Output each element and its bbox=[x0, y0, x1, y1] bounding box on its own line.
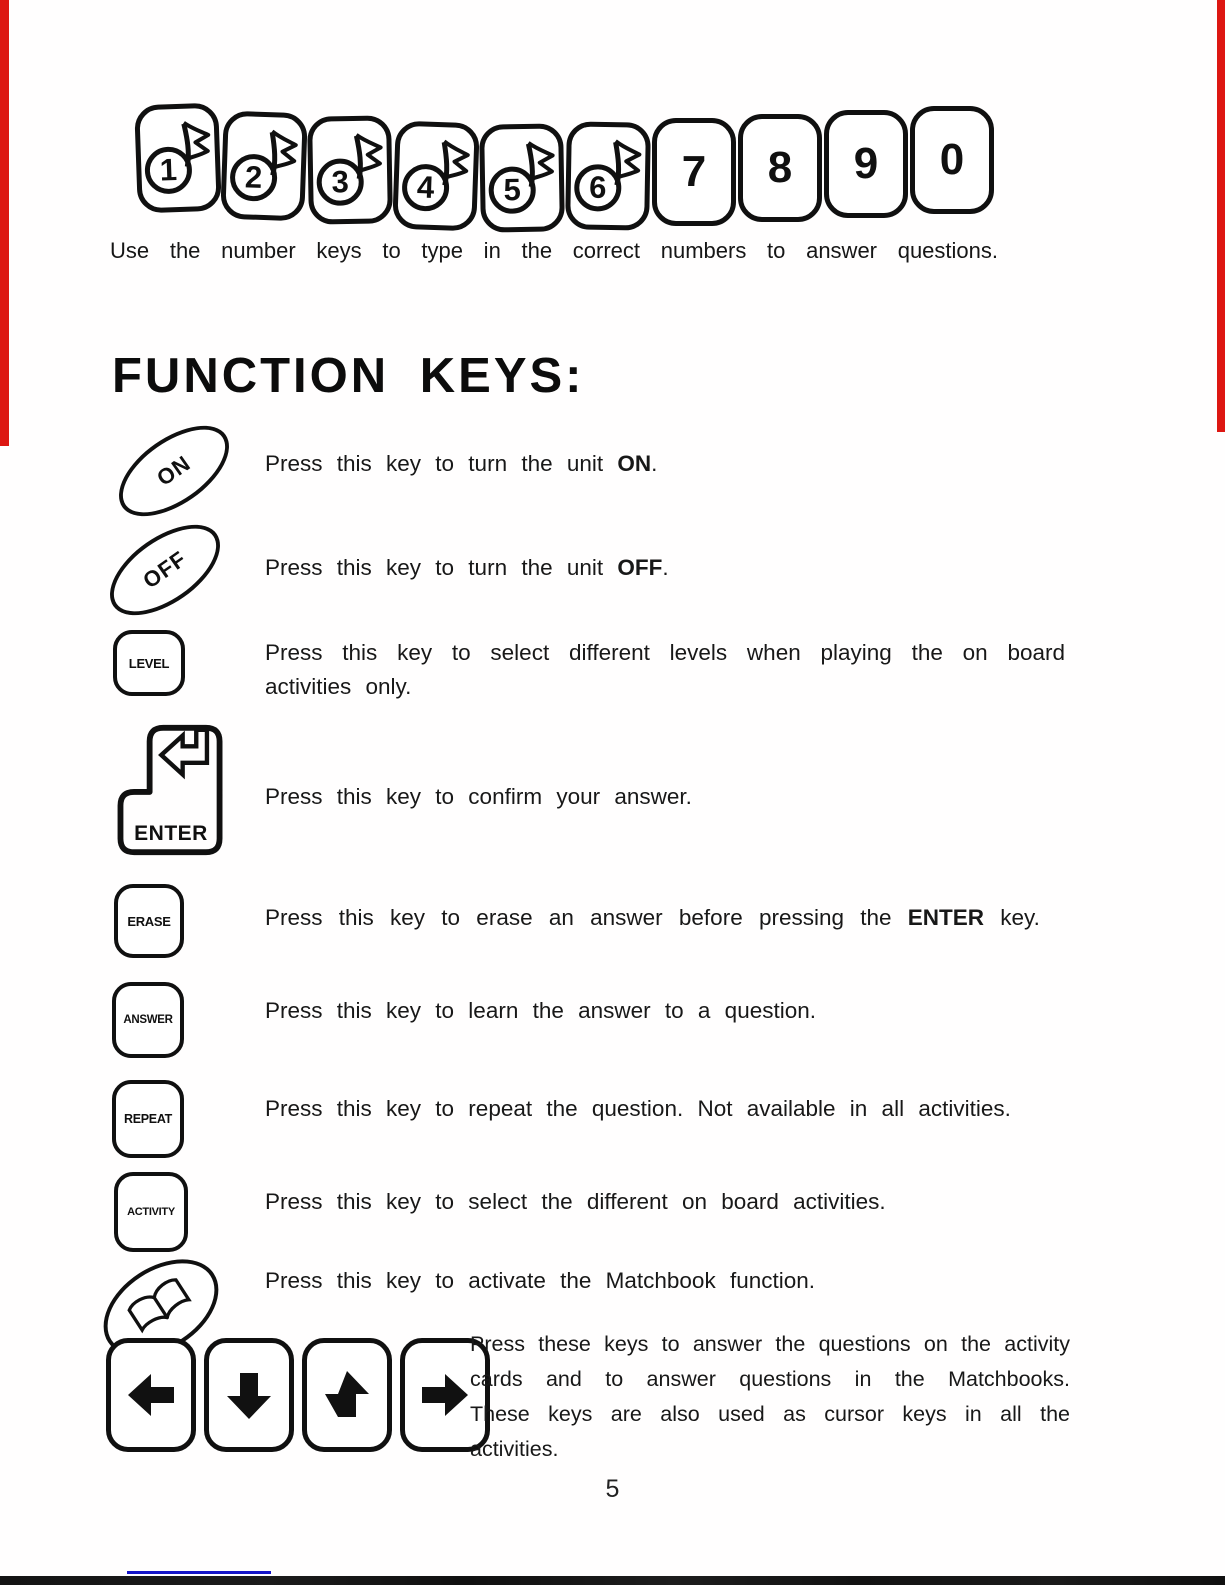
musical-note-icon bbox=[139, 108, 216, 209]
repeat-key-description: Press this key to repeat the question. Not available in all activities. bbox=[265, 1096, 1011, 1121]
footer-black-bar bbox=[0, 1576, 1225, 1585]
level-key bbox=[113, 630, 185, 696]
arrow-left-icon bbox=[121, 1359, 181, 1431]
arrow-keys-description: Press these keys to answer the questions on the activity cards and to answer questions in the Matchbooks. These keys are also used as cursor keys in all the activities. bbox=[470, 1332, 1070, 1461]
number-key-5 bbox=[479, 123, 565, 232]
answer-key-label: ANSWER bbox=[123, 1014, 173, 1026]
number-key-1 bbox=[134, 103, 222, 214]
musical-note-icon bbox=[225, 116, 302, 217]
key-digit: 5 bbox=[503, 172, 522, 208]
musical-note-icon bbox=[397, 126, 474, 227]
musical-note-icon bbox=[484, 128, 560, 227]
number-key-6 bbox=[565, 121, 651, 230]
arrow-right-icon bbox=[415, 1359, 475, 1431]
activity-key bbox=[114, 1172, 188, 1252]
off-key bbox=[94, 507, 235, 633]
key-digit: 1 bbox=[159, 152, 178, 188]
musical-note-icon bbox=[312, 120, 388, 219]
on-key-label: ON bbox=[152, 450, 196, 491]
key-digit: 0 bbox=[939, 135, 965, 184]
key-digit: 3 bbox=[331, 164, 350, 200]
activity-key-description: Press this key to select the different on board activities. bbox=[265, 1189, 886, 1214]
answer-key-description: Press this key to learn the answer to a question. bbox=[265, 998, 817, 1023]
page-number: 5 bbox=[605, 1475, 620, 1503]
repeat-key bbox=[112, 1080, 184, 1158]
arrow-key-left bbox=[106, 1338, 196, 1452]
musical-note-icon bbox=[570, 126, 646, 225]
enter-key-label: ENTER bbox=[134, 822, 208, 845]
erase-key-description: Press this key to erase an answer before pressing the ENTER key. bbox=[265, 905, 1040, 930]
page-edge-red-left bbox=[0, 0, 9, 446]
arrow-keys-row bbox=[106, 1338, 490, 1452]
level-key-description: Press this key to select different levels when playing the on board activities only. bbox=[265, 640, 1065, 699]
answer-key bbox=[112, 982, 184, 1058]
repeat-key-label: REPEAT bbox=[124, 1112, 172, 1126]
number-key-8 bbox=[738, 114, 822, 222]
key-digit: 8 bbox=[767, 143, 793, 192]
matchbook-key-description: Press this key to activate the Matchbook function. bbox=[265, 1268, 816, 1293]
number-keys-row bbox=[136, 100, 994, 208]
page-edge-red-right bbox=[1217, 0, 1225, 432]
key-digit: 4 bbox=[416, 169, 435, 205]
page-title: FUNCTION KEYS: bbox=[112, 349, 585, 403]
key-digit: 6 bbox=[588, 169, 607, 205]
number-key-9 bbox=[824, 110, 908, 218]
number-key-3 bbox=[307, 115, 393, 224]
number-key-0 bbox=[910, 106, 994, 214]
erase-key bbox=[114, 884, 184, 958]
arrow-key-down bbox=[204, 1338, 294, 1452]
key-digit: 7 bbox=[681, 147, 707, 196]
off-key-description: Press this key to turn the unit OFF. bbox=[265, 555, 669, 580]
activity-key-label: ACTIVITY bbox=[127, 1206, 175, 1218]
number-key-4 bbox=[392, 121, 480, 232]
number-key-7 bbox=[652, 118, 736, 226]
return-arrow-icon bbox=[161, 730, 207, 775]
enter-key bbox=[112, 722, 230, 858]
on-key-description: Press this key to turn the unit ON. bbox=[265, 451, 658, 476]
number-keys-caption: Use the number keys to type in the correct numbers to answer questions. bbox=[110, 238, 998, 263]
on-key bbox=[103, 408, 244, 534]
arrow-key-up bbox=[302, 1338, 392, 1452]
open-book-icon bbox=[121, 1271, 201, 1346]
key-digit: 9 bbox=[853, 139, 879, 188]
key-digit: 2 bbox=[244, 159, 263, 195]
number-key-2 bbox=[220, 111, 308, 222]
enter-key-description: Press this key to confirm your answer. bbox=[265, 784, 692, 809]
arrow-up-icon bbox=[317, 1359, 377, 1431]
off-key-label: OFF bbox=[138, 545, 192, 594]
level-key-label: LEVEL bbox=[128, 655, 170, 671]
footer-blue-line bbox=[127, 1571, 271, 1574]
arrow-down-icon bbox=[219, 1359, 279, 1431]
erase-key-label: ERASE bbox=[127, 913, 171, 929]
